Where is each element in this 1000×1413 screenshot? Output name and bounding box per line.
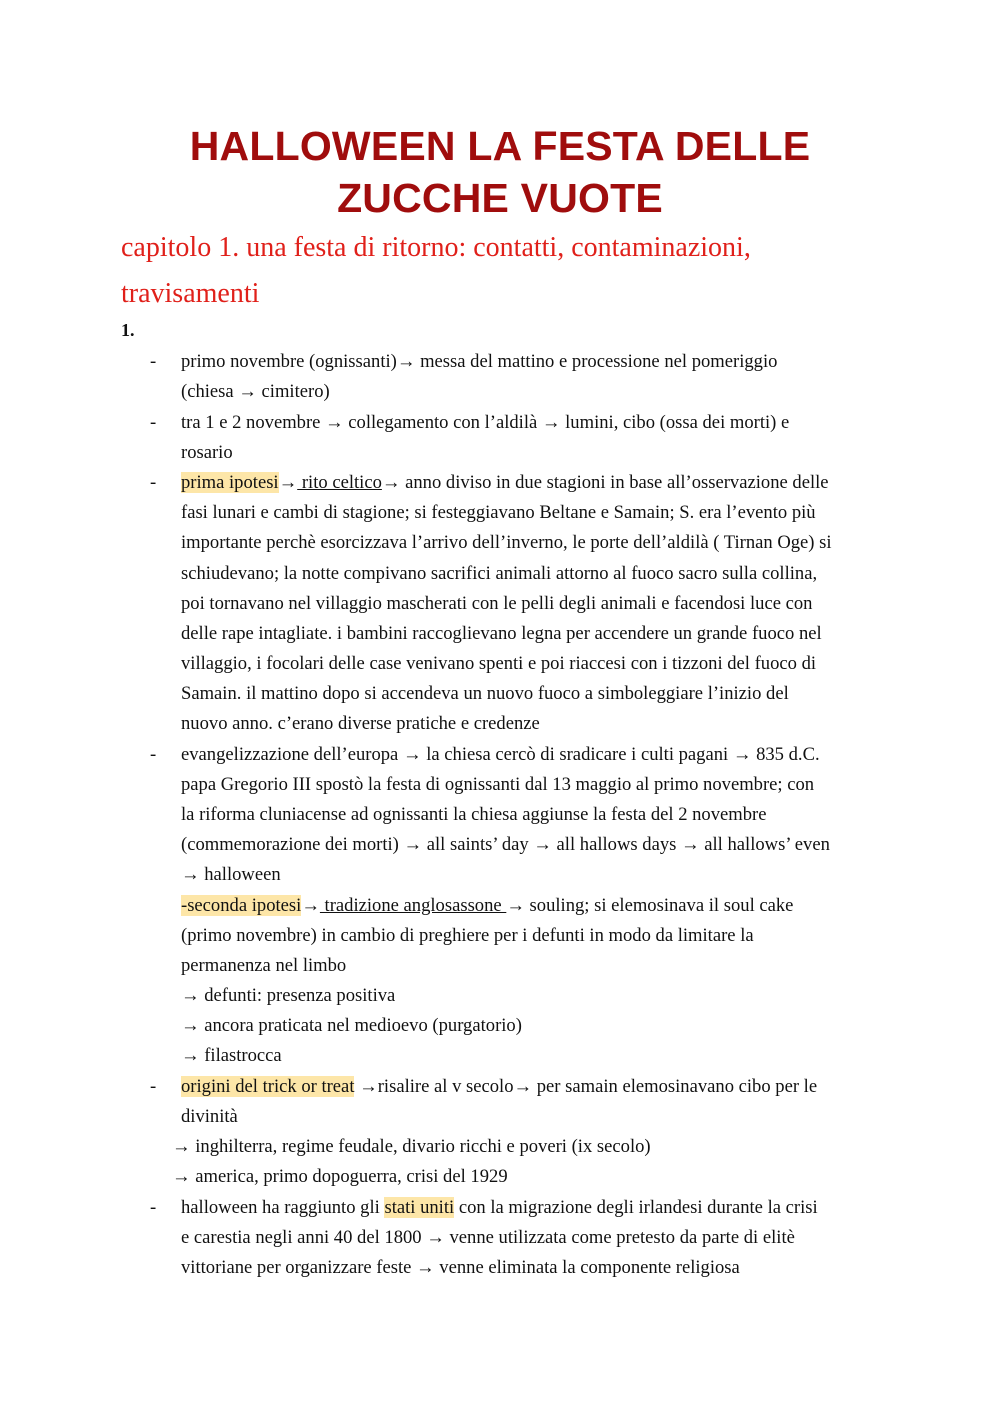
underline-rito-celtico: rito celtico (297, 472, 382, 493)
bullet-3-line-2: fasi lunari e cambi di stagione; si festeggiavano Beltane e Samain; S. era l’evento più (181, 502, 816, 523)
chapter-heading (121, 225, 921, 317)
title-line-2: ZUCCHE VUOTE (337, 175, 663, 221)
bullet-3-line-3: importante perchè esorcizzava l’arrivo dell’inverno, le porte dell’aldilà ( Tirnan Oge) si (181, 532, 832, 553)
bullet-dash: - (150, 351, 157, 372)
bullet-4-line-1: evangelizzazione dell’europa → la chiesa cercò di sradicare i culti pagani → 835 d.C. (181, 744, 820, 765)
bullet-4-line-3: la riforma cluniacense ad ognissanti la chiesa aggiunse la festa del 2 novembre (181, 804, 767, 825)
bullet-3-line-1-rest: → anno diviso in due stagioni in base all’osservazione delle (381, 472, 829, 493)
chapter-line-1: capitolo 1. una festa di ritorno: contatti, contaminazioni, (121, 232, 751, 263)
document-title (0, 120, 1000, 224)
arrow: → (301, 895, 320, 916)
bullet-4-line-6 (181, 893, 793, 919)
bullet-6-line-3: vittoriane per organizzare feste → venne eliminata la componente religiosa (181, 1257, 740, 1278)
highlight-seconda-ipotesi: -seconda ipotesi (181, 895, 302, 916)
bullet-3-line-8: Samain. il mattino dopo si accendeva un nuovo fuoco a simboleggiare l’inizio del (181, 683, 789, 704)
bullet-6-line-1-rest: con la migrazione degli irlandesi durante la crisi (454, 1197, 818, 1218)
bullet-4-line-4: (commemorazione dei morti) → all saints’ day → all hallows days → all hallows’ even (181, 834, 830, 855)
bullet-4-line-9: → defunti: presenza positiva (181, 985, 396, 1006)
bullet-4-line-6-rest: → souling; si elemosinava il soul cake (506, 895, 794, 916)
bullet-2-line-2: rosario (181, 442, 233, 463)
bullet-dash: - (150, 1076, 157, 1097)
bullet-1-line-2: (chiesa → cimitero) (181, 381, 330, 402)
highlight-stati-uniti: stati uniti (384, 1197, 455, 1218)
bullet-3-line-1 (181, 470, 829, 496)
bullet-6-line-2: e carestia negli anni 40 del 1800 → venne utilizzata come pretesto da parte di elitè (181, 1227, 795, 1248)
bullet-5-line-4: → america, primo dopoguerra, crisi del 1929 (172, 1166, 508, 1187)
bullet-1-line-1: primo novembre (ognissanti)→ messa del mattino e processione nel pomeriggio (181, 351, 778, 372)
bullet-4-line-2: papa Gregorio III spostò la festa di ognissanti dal 13 maggio al primo novembre; con (181, 774, 815, 795)
bullet-dash: - (150, 744, 157, 765)
bullet-4-line-5: → halloween (181, 864, 281, 885)
bullet-3-line-5: poi tornavano nel villaggio mascherati con le pelli degli animali e facendosi luce con (181, 593, 813, 614)
bullet-3-line-7: villaggio, i focolari delle case venivano spenti e poi riaccesi con i tizzoni del fuoco di (181, 653, 817, 674)
bullet-4-line-10: → ancora praticata nel medioevo (purgatorio) (181, 1015, 522, 1036)
bullet-6-line-1-pre: halloween ha raggiunto gli (181, 1197, 385, 1218)
underline-tradizione-anglosassone: tradizione anglosassone (319, 895, 507, 916)
bullet-5-line-2: divinità (181, 1106, 238, 1127)
bullet-dash: - (150, 472, 157, 493)
arrow: → (278, 472, 298, 493)
title-line-1: HALLOWEEN LA FESTA DELLE (189, 123, 811, 169)
bullet-5-line-1 (181, 1074, 817, 1100)
section-number: 1. (121, 320, 135, 340)
bullet-6-line-1 (181, 1195, 818, 1221)
highlight-prima-ipotesi: prima ipotesi (181, 472, 279, 493)
bullet-3-line-9: nuovo anno. c’erano diverse pratiche e credenze (181, 713, 540, 734)
bullet-4-line-11: → filastrocca (181, 1045, 282, 1066)
bullet-5-line-1-rest: →risalire al v secolo→ per samain elemosinavano cibo per le (354, 1076, 818, 1097)
bullet-3-line-4: schiudevano; la notte compivano sacrifici animali attorno al fuoco sacro sulla collina, (181, 563, 818, 584)
highlight-trick-or-treat: origini del trick or treat (181, 1076, 355, 1097)
bullet-3-line-6: delle rape intagliate. i bambini raccoglievano legna per accendere un grande fuoco nel (181, 623, 822, 644)
bullet-4-line-8: permanenza nel limbo (181, 955, 347, 976)
bullet-dash: - (150, 412, 157, 433)
bullet-2-line-1: tra 1 e 2 novembre → collegamento con l’aldilà → lumini, cibo (ossa dei morti) e (181, 412, 790, 433)
bullet-4-line-7: (primo novembre) in cambio di preghiere per i defunti in modo da limitare la (181, 925, 754, 946)
chapter-line-2: travisamenti (121, 278, 260, 309)
bullet-dash: - (150, 1197, 157, 1218)
bullet-5-line-3: → inghilterra, regime feudale, divario ricchi e poveri (ix secolo) (172, 1136, 651, 1157)
